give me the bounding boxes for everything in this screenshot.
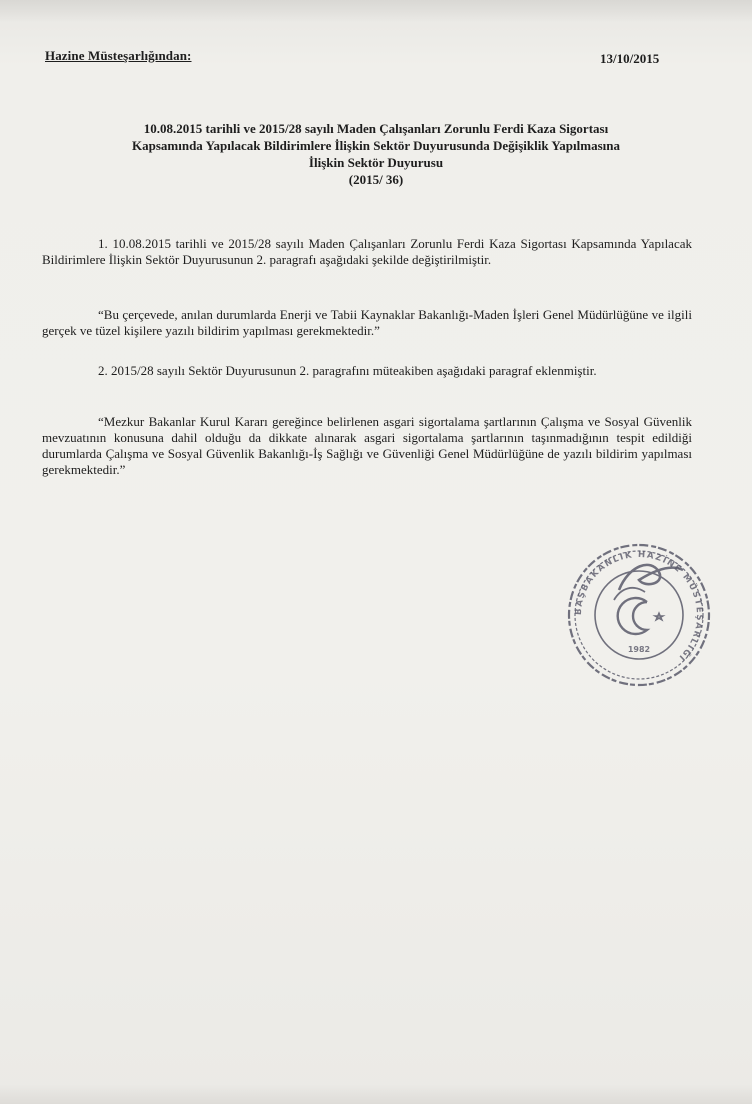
official-seal-icon [559,540,719,690]
document-title [40,120,712,188]
scan-bottom-shadow [0,1084,752,1104]
seal-year: 1982 [627,645,651,654]
document-date: 13/10/2015 [600,51,660,66]
paragraph-4 [42,414,692,478]
title-line-2: Kapsamında Yapılacak Bildirimlere İlişkin Sektör Duyurusunda Değişiklik Yapılmasına [132,138,620,153]
paragraph-2-text: “Bu çerçevede, anılan durumlarda Enerji ve Tabii Kaynaklar Bakanlığı-Maden İşleri Genel Müdürlüğüne ve ilgili gerçek ve tüzel kişilere yazılı bildirim yapılması gerekmektedir.” [42,307,692,338]
paragraph-1-text: 1. 10.08.2015 tarihli ve 2015/28 sayılı Maden Çalışanları Zorunlu Ferdi Kaza Sigortası Kapsamında Yapılacak Bildirimlere İlişkin Sektör Duyurusunun 2. paragrafı aşağıdaki şekilde değiştirilmiştir. [42,236,692,267]
paragraph-1 [42,236,692,268]
paragraph-3 [42,363,692,379]
title-number: (2015/ 36) [348,172,404,187]
title-line-3: İlişkin Sektör Duyurusu [308,155,444,170]
paragraph-2 [42,307,692,339]
paragraph-3-text: 2. 2015/28 sayılı Sektör Duyurusunun 2. paragrafını müteakiben aşağıdaki paragraf eklenmiştir. [98,363,597,378]
issuer-heading: Hazine Müsteşarlığından: [45,48,192,63]
paragraph-4-text: “Mezkur Bakanlar Kurul Kararı gereğince belirlenen asgari sigortalama şartlarının Çalışma ve Sosyal Güvenlik mevzuatının konusuna dahil olduğu da dikkate alınarak asgari sigortalama şartlarının taşınmadığının tespit edildiği durumlarda Çalışma ve Sosyal Güvenlik Bakanlığı-İş Sağlığı ve Güvenliği Genel Müdürlüğüne de yazılı bildirim yapılması gerekmektedir.” [42,414,692,477]
seal-ring-text: BAŞBAKANLIK HAZİNE MÜSTEŞARLIĞI [573,549,705,664]
scan-top-shadow [0,0,752,22]
title-line-1: 10.08.2015 tarihli ve 2015/28 sayılı Maden Çalışanları Zorunlu Ferdi Kaza Sigortası [143,121,609,136]
